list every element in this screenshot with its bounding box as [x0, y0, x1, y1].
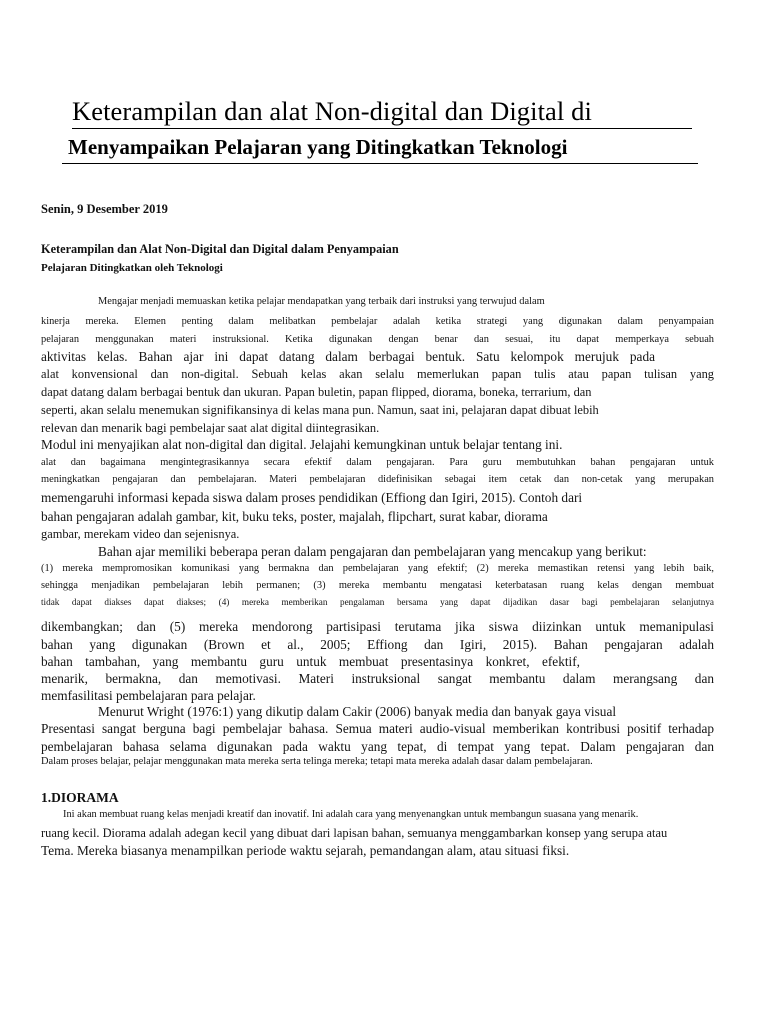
body-line: aktivitas kelas. Bahan ajar ini dapat datang dalam berbagai bentuk. Satu kelompok merujuk pada: [41, 349, 655, 364]
document-title-line-1: Keterampilan dan alat Non-digital dan Digital di: [72, 96, 592, 126]
title-underline-1: [72, 128, 692, 129]
body-line: Dalam proses belajar, pelajar menggunakan mata mereka serta telinga mereka; tetapi mata mereka adalah dasar dalam pembelajaran.: [41, 756, 593, 767]
title-underline-2: [62, 163, 698, 164]
body-line: Mengajar menjadi memuaskan ketika pelajar mendapatkan yang terbaik dari instruksi yang terwujud dalam: [98, 296, 545, 307]
body-line: Bahan ajar memiliki beberapa peran dalam pengajaran dan pembelajaran yang mencakup yang berikut:: [98, 544, 647, 559]
body-line: bahan yang digunakan (Brown et al., 2005; Effiong dan Igiri, 2015). Bahan pengajaran adalah: [41, 637, 714, 652]
body-line: pelajaran menggunakan materi instruksional. Ketika digunakan dengan benar dan sesuai, itu dapat memperkaya sebuah: [41, 334, 714, 345]
body-line: Presentasi sangat berguna bagi pembelajar bahasa. Semua materi audio-visual memberikan kontribusi positif terhadap: [41, 721, 714, 736]
body-line: (1) mereka mempromosikan komunikasi yang bermakna dan pembelajaran yang efektif; (2) mereka memastikan retensi yang lebih baik,: [41, 563, 714, 574]
body-line: pembelajaran bahasa selama digunakan pada waktu yang tepat, di tempat yang tepat. Dalam pengajaran dan: [41, 739, 714, 754]
body-line: alat konvensional dan non-digital. Sebuah kelas akan selalu memerlukan papan tulis atau papan tulisan yang: [41, 367, 714, 381]
body-line: menarik, bermakna, dan memotivasi. Materi instruksional sangat membantu dalam merangsang dan: [41, 671, 714, 686]
body-line: dikembangkan; dan (5) mereka mendorong partisipasi terutama jika siswa diizinkan untuk memanipulasi: [41, 619, 714, 634]
body-line: memengaruhi informasi kepada siswa dalam proses pendidikan (Effiong dan Igiri, 2015). Contoh dari: [41, 490, 583, 505]
section-heading-diorama: 1.DIORAMA: [41, 790, 119, 805]
body-line: kinerja mereka. Elemen penting dalam melibatkan pembelajar adalah ketika strategi yang digunakan dalam penyampaian: [41, 316, 714, 327]
body-line: tidak dapat diakses dapat diakses; (4) mereka memberikan pengalaman bersama yang dapat dijadikan dasar bagi pembelajaran selanjutnya: [41, 597, 714, 607]
subheading-line-1: Keterampilan dan Alat Non-Digital dan Digital dalam Penyampaian: [41, 242, 399, 256]
body-line: relevan dan menarik bagi pembelajar saat alat digital diintegrasikan.: [41, 421, 380, 435]
body-line: seperti, akan selalu menemukan signifikansinya di kelas mana pun. Namun, saat ini, pelajaran dapat dibuat lebih: [41, 403, 599, 417]
body-line: meningkatkan pengajaran dan pembelajaran. Materi pembelajaran didefinisikan sebagai item cetak dan non-cetak yang merupakan: [41, 474, 714, 485]
body-line: bahan pengajaran adalah gambar, kit, buku teks, poster, majalah, flipchart, surat kabar, diorama: [41, 509, 548, 524]
section-body-line: ruang kecil. Diorama adalah adegan kecil yang dibuat dari lapisan bahan, semuanya menggambarkan konsep yang serupa atau: [41, 826, 668, 840]
document-date: Senin, 9 Desember 2019: [41, 202, 168, 216]
section-body-line: Ini akan membuat ruang kelas menjadi kreatif dan inovatif. Ini adalah cara yang menyenangkan untuk membangun suasana yang menarik.: [63, 809, 639, 820]
body-line: alat dan bagaimana mengintegrasikannya secara efektif dalam pengajaran. Para guru membutuhkan bahan pengajaran untuk: [41, 457, 714, 468]
body-line: bahan tambahan, yang membantu guru untuk membuat presentasinya konkret, efektif,: [41, 654, 580, 669]
body-line: dapat datang dalam berbagai bentuk dan ukuran. Papan buletin, papan flipped, diorama, boneka, terrarium, dan: [41, 385, 592, 399]
document-title-line-2: Menyampaikan Pelajaran yang Ditingkatkan Teknologi: [68, 135, 568, 159]
section-body-line: Tema. Mereka biasanya menampilkan periode waktu sejarah, pemandangan alam, atau situasi fiksi.: [41, 843, 570, 858]
body-line: sehingga menjadikan pembelajaran lebih permanen; (3) mereka membantu mengatasi keterbatasan ruang kelas dengan membuat: [41, 580, 714, 591]
body-line: Menurut Wright (1976:1) yang dikutip dalam Cakir (2006) banyak media dan banyak gaya visual: [98, 704, 617, 719]
body-line: Modul ini menyajikan alat non-digital dan digital. Jelajahi kemungkinan untuk belajar tentang ini.: [41, 437, 563, 452]
subheading-line-2: Pelajaran Ditingkatkan oleh Teknologi: [41, 262, 223, 274]
body-line: gambar, merekam video dan sejenisnya.: [41, 527, 240, 541]
body-line: memfasilitasi pembelajaran para pelajar.: [41, 688, 256, 703]
